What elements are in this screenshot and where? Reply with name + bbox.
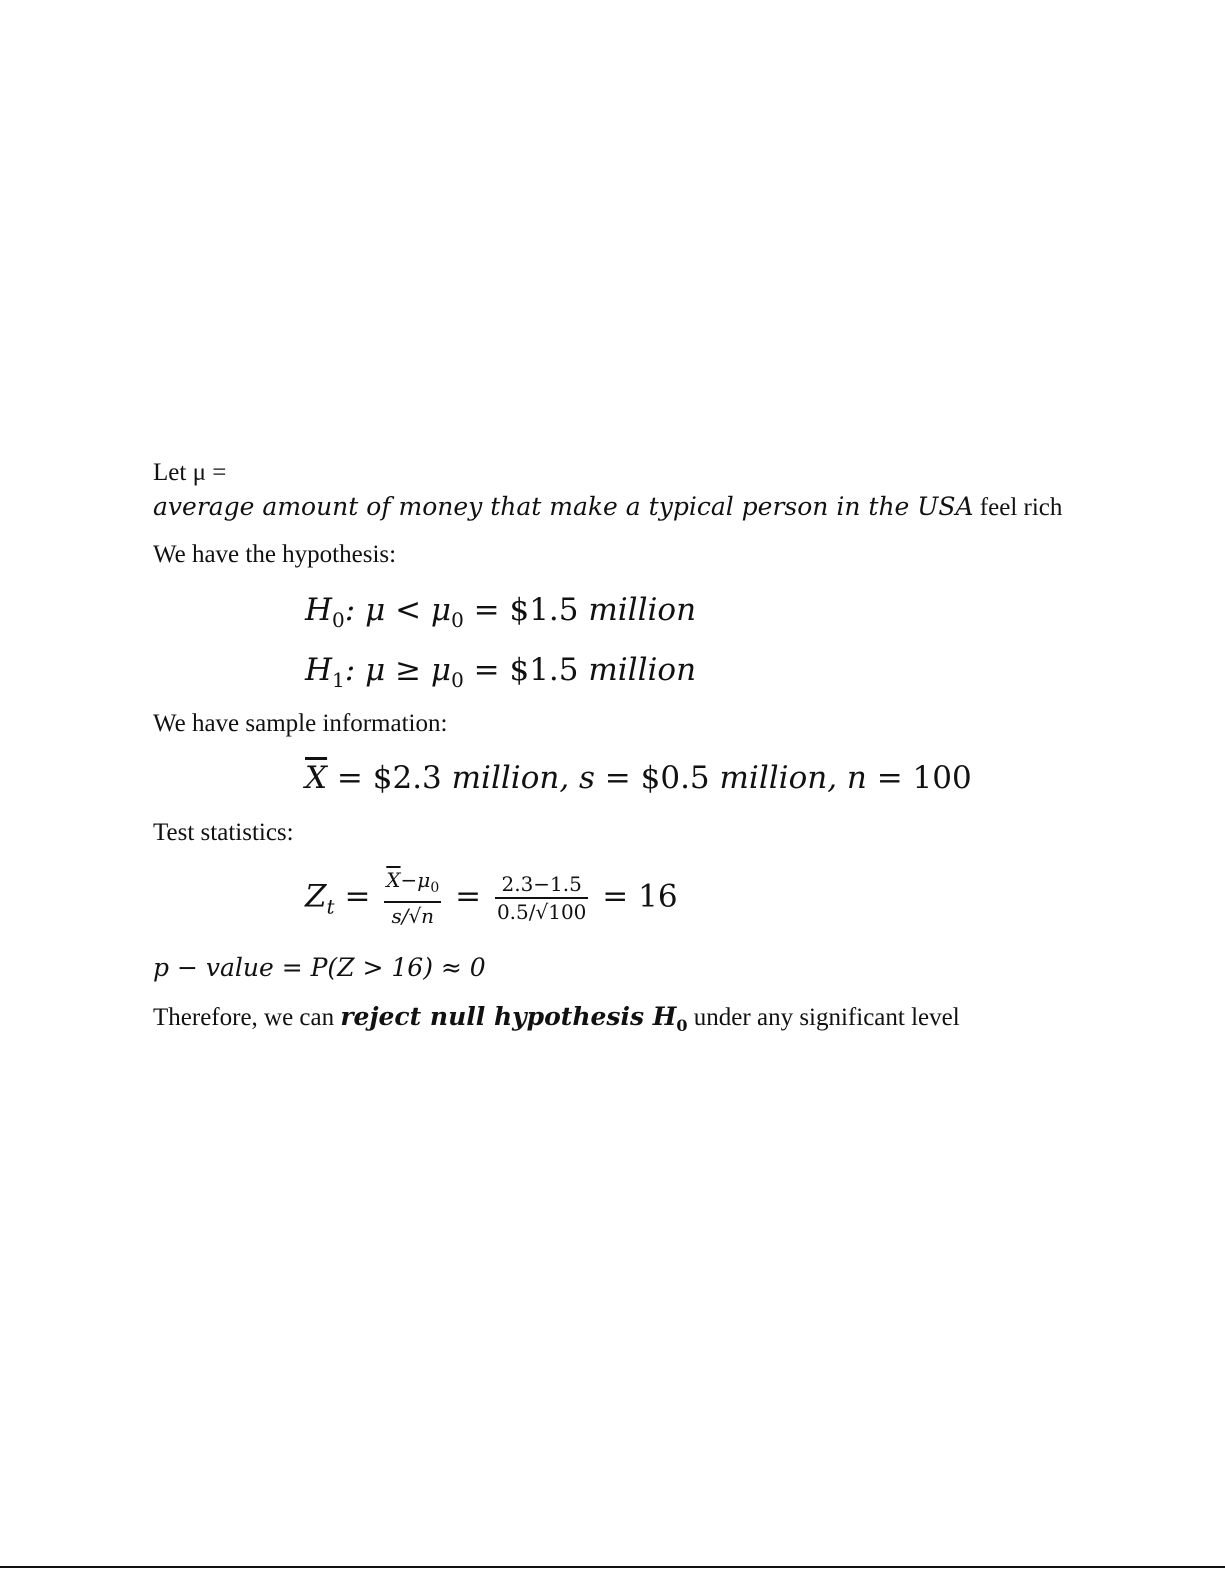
conclusion-prefix: Therefore, we can: [153, 1004, 335, 1031]
h0-equation: [305, 590, 696, 640]
h0-subscript: 0: [332, 608, 345, 633]
z-formula-xbar: $\overline{X}$: [386, 868, 401, 892]
conclusion: [153, 1002, 960, 1041]
p-value-line: p − value = P(Z > 16) ≈ 0: [153, 953, 486, 982]
sample-equation: [305, 758, 972, 798]
h1-relation: : μ ≥ μ: [344, 652, 452, 688]
z-result: = 16: [602, 878, 678, 915]
z-symbol: Z: [305, 878, 327, 915]
h1-mu0-subscript: 0: [451, 668, 464, 693]
h1-value: = $1.5: [463, 652, 589, 688]
n-label: million, n: [719, 760, 867, 796]
let-line: [153, 458, 226, 488]
xbar-symbol: $\overline{X}$: [305, 760, 328, 796]
h1-equation: [305, 650, 696, 700]
xbar-value: = $2.3: [327, 760, 452, 796]
z-formula-minus-mu: −μ: [400, 868, 431, 892]
h0-relation: : μ < μ: [344, 592, 452, 628]
h0-value: = $1.5: [463, 592, 589, 628]
fraction-bar: [495, 897, 588, 899]
h1-subscript: 1: [332, 668, 345, 693]
z-formula-mu-subscript: 0: [430, 880, 440, 896]
s-value: = $0.5: [594, 760, 720, 796]
z-formula-numerator: [384, 868, 441, 900]
mu-definition: [153, 492, 1062, 523]
z-subscript: t: [326, 894, 335, 919]
conclusion-suffix: under any significant level: [693, 1004, 960, 1031]
z-numeric-numerator: 2.3−1.5: [501, 872, 582, 896]
fraction-bar: [384, 901, 441, 903]
h1-symbol: H: [305, 652, 333, 688]
conclusion-emphasis-text: reject null hypothesis H: [340, 1002, 677, 1031]
hypothesis-intro: We have the hypothesis:: [153, 541, 397, 568]
mu-definition-math: average amount of money that make a typical person in the USA: [153, 492, 974, 521]
n-value: = 100: [866, 760, 972, 796]
z-formula-fraction: [384, 868, 441, 928]
z-numeric-fraction: [495, 872, 588, 924]
mu-definition-suffix: feel rich: [979, 494, 1063, 521]
z-numeric-denominator: 0.5/√100: [496, 900, 587, 924]
h0-unit: million: [588, 592, 697, 628]
let-text: Let μ =: [153, 459, 227, 486]
page-bottom-rule: [0, 1566, 1225, 1568]
sample-intro: We have sample information:: [153, 710, 448, 737]
z-statistic-equation: $Z_t$ = $\frac{\overline{X}-\mu_0}{s/√n}$ = $\frac{2.3-1.5}{0.5/√100}$ = 16: [305, 868, 678, 928]
conclusion-emphasis: [340, 1002, 688, 1035]
h1-unit: million: [588, 652, 697, 688]
z-formula-denominator: s/√n: [391, 904, 435, 928]
test-intro: Test statistics:: [153, 819, 294, 846]
s-label: million, s: [451, 760, 595, 796]
h0-symbol: H: [305, 592, 333, 628]
h0-mu0-subscript: 0: [451, 608, 464, 633]
conclusion-h0-subscript: 0: [676, 1016, 688, 1035]
